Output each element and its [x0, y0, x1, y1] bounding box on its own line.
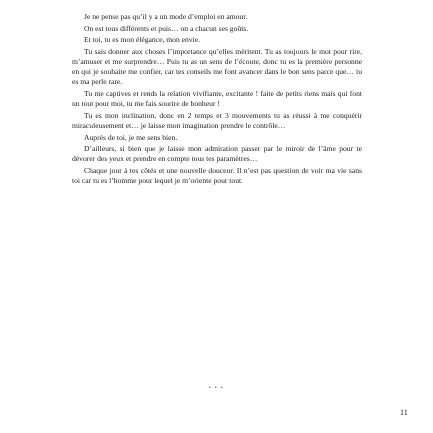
paragraph: Tu me captives et rends la relation vivifiante, excitante ! faite de petits riens mais qui font un tout pour moi, tu me fais sourire de bonheur !	[72, 88, 362, 109]
body-text	[72, 12, 362, 188]
paragraph: Tu sais donner aux choses l’importance qu’elles méritent. Tu as toujours le mot pour rire, m’amuser et me surprendre… Puis tu as un sens de l’écoute, donc tu es la première personne en qui je souhaite me confier, car tes conseils me font avancer dans le bon sens parce que… tu es ma perle rare.	[72, 46, 362, 87]
paragraph: Tu es mon inclination, donc en 2 temps et 3 mouvements tu as réussi à me conquérir miraculeusement et… je laisse mon imagination prendre le contrôle…	[72, 110, 362, 130]
paragraph: On est tous différents et puis… on a chacun ses goûts.	[84, 23, 249, 33]
paragraph: Auprès de toi, je me sens bien.	[84, 132, 178, 142]
paragraph: D’ailleurs, si bien que je laisse mon admiration passer par le miroir de l’âme pour te dévorer des yeux et prendre en compte tous tes paramètres…	[72, 144, 362, 164]
paragraph: Et toi, tu es mon élégance, mon envie.	[84, 35, 200, 45]
paragraph: Je ne pense pas qu’il y a un mode d’emploi en amour.	[84, 12, 248, 21]
paragraph: Chaque jour à tes côtés et une nouvelle douceur. Il n’est pas question de voir ma vie sans toi car tu es l’homme pour lequel je m’oriente pour tout.	[72, 165, 362, 186]
section-ornament: • • •	[208, 386, 225, 391]
page-number: 11	[400, 408, 408, 417]
